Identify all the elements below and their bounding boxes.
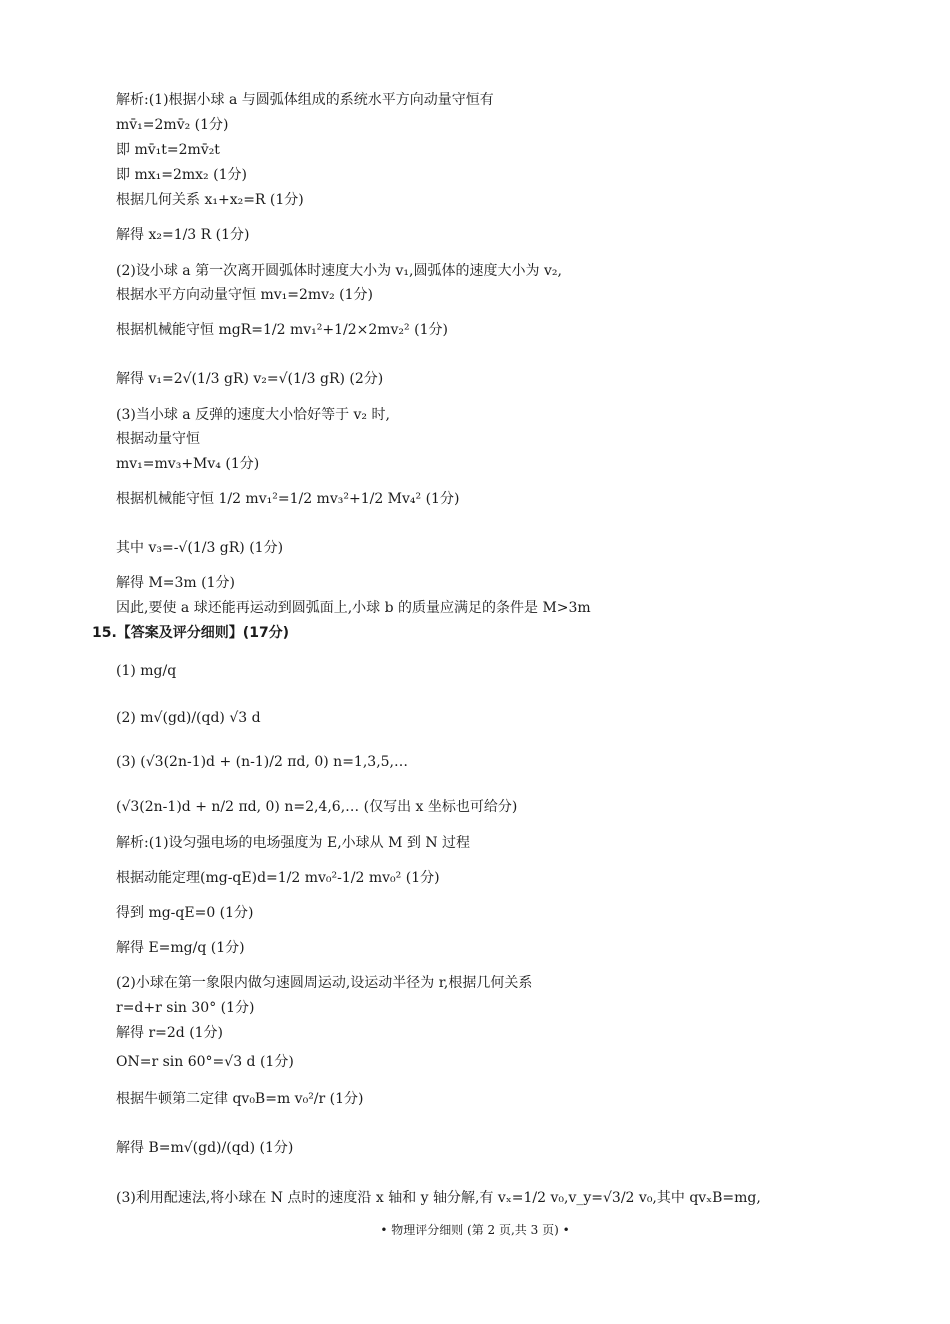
- line: ON=r sin 60°=√3 d (1分): [116, 1054, 294, 1070]
- line: 根据水平方向动量守恒 mv₁=2mv₂ (1分): [116, 287, 373, 303]
- line: (3)当小球 a 反弹的速度大小恰好等于 v₂ 时,: [116, 407, 390, 423]
- line: 即 mx₁=2mx₂ (1分): [116, 167, 247, 183]
- line: 根据动量守恒: [116, 431, 200, 447]
- answer-line: (√3(2n-1)d + n/2 πd, 0) n=2,4,6,… (仅写出 x 坐标也可给分): [116, 799, 518, 815]
- line: 解析:(1)设匀强电场的电场强度为 E,小球从 M 到 N 过程: [116, 835, 471, 851]
- answer-line: (3) (√3(2n-1)d + (n-1)/2 πd, 0) n=1,3,5,…: [116, 754, 409, 770]
- line: 其中 v₃=-√(1/3 gR) (1分): [116, 540, 284, 556]
- line: 根据牛顿第二定律 qv₀B=m v₀²/r (1分): [116, 1091, 364, 1107]
- line: 根据几何关系 x₁+x₂=R (1分): [116, 192, 304, 208]
- line: r=d+r sin 30° (1分): [116, 1000, 255, 1016]
- line: 解析:(1)根据小球 a 与圆弧体组成的系统水平方向动量守恒有: [116, 92, 494, 108]
- line: 得到 mg-qE=0 (1分): [116, 905, 254, 921]
- question-15-header: 15.【答案及评分细则】(17分): [92, 625, 290, 641]
- line: mv₁=mv₃+Mv₄ (1分): [116, 456, 260, 472]
- answer-line: (1) mg/q: [116, 663, 177, 679]
- line: 解得 E=mg/q (1分): [116, 940, 245, 956]
- page-footer: • 物理评分细则 (第 2 页,共 3 页) •: [380, 1223, 570, 1237]
- line: 根据机械能守恒 mgR=1/2 mv₁²+1/2×2mv₂² (1分): [116, 322, 448, 338]
- line: (3)利用配速法,将小球在 N 点时的速度沿 x 轴和 y 轴分解,有 vₓ=1/2 v₀,v_y=√3/2 v₀,其中 qvₓB=mg,: [116, 1190, 761, 1206]
- answer-line: (2) m√(gd)/(qd) √3 d: [116, 710, 261, 726]
- line: 根据动能定理(mg-qE)d=1/2 mv₀²-1/2 mv₀² (1分): [116, 870, 440, 886]
- line: 因此,要使 a 球还能再运动到圆弧面上,小球 b 的质量应满足的条件是 M>3m: [116, 600, 591, 616]
- line: 解得 B=m√(gd)/(qd) (1分): [116, 1140, 294, 1156]
- line: 即 mv̄₁t=2mv̄₂t: [116, 142, 220, 158]
- line: 解得 r=2d (1分): [116, 1025, 224, 1041]
- line: (2)设小球 a 第一次离开圆弧体时速度大小为 v₁,圆弧体的速度大小为 v₂,: [116, 263, 562, 279]
- line: (2)小球在第一象限内做匀速圆周运动,设运动半径为 r,根据几何关系: [116, 975, 533, 991]
- line: 解得 v₁=2√(1/3 gR) v₂=√(1/3 gR) (2分): [116, 371, 384, 387]
- line: mv̄₁=2mv̄₂ (1分): [116, 117, 229, 133]
- line: 根据机械能守恒 1/2 mv₁²=1/2 mv₃²+1/2 Mv₄² (1分): [116, 491, 460, 507]
- line: 解得 x₂=1/3 R (1分): [116, 227, 250, 243]
- line: 解得 M=3m (1分): [116, 575, 235, 591]
